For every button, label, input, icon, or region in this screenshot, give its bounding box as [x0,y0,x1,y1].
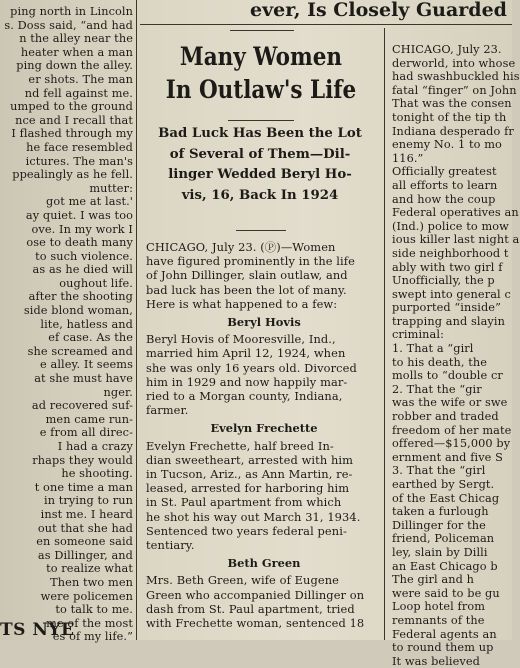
left-column-line: en someone said [36,535,133,549]
story-line: he shot his way out March 31, 1934. [146,509,361,524]
right-column-line: ious killer last night a [392,233,520,247]
subhead-evelyn-frechette: Evelyn Frechette [210,421,318,436]
right-column-line: offered—$15,000 by [392,437,511,451]
right-column [392,43,520,668]
left-column-line: s. Doss said, “and had [4,18,133,32]
left-column-line: in trying to run [44,494,133,508]
right-column-line: trapping and slayin [392,314,505,328]
left-column-line: side blond woman, [23,304,133,318]
left-column-line: ppealingly as he fell. [12,168,133,182]
right-column-line: earthed by Sergt. [392,478,495,491]
left-column-line: ef case. As the [48,331,133,345]
right-column-line: 116.” [392,151,424,165]
right-column-line: had swashbuckled his [392,70,520,84]
left-column-line: mutter: [89,181,133,195]
right-column-line: It was believed [392,654,481,668]
headline-line-2: In Outlaw's Life [165,75,357,104]
story-line: Mrs. Beth Green, wife of Eugene [146,573,339,588]
story-line: tentiary. [146,538,195,553]
right-column-line: Loop hotel from [392,600,486,614]
subhead-beryl-hovis: Beryl Hovis [227,315,301,330]
story-lead-line: bad luck has been the lot of many. [146,282,347,297]
headline-line-1: Many Women [179,42,343,71]
right-column-line: all efforts to learn [392,178,498,192]
right-column-line: swept into general c [392,287,511,301]
left-column-line: to such violence. [35,249,133,263]
right-column-line: Federal operatives an [392,206,519,220]
deck [140,124,380,206]
story-lead-line: of John Dillinger, slain outlaw, and [146,268,348,283]
left-column-line: as as he died will [32,263,133,277]
left-column-line: I had a crazy [57,440,133,453]
story-line: Evelyn Frechette, half breed In- [146,438,334,453]
story-line: leased, arrested for harboring him [146,481,350,496]
deck-rule [236,230,286,231]
headline-rule-bottom [228,120,294,121]
right-column-line: and how the coup [392,192,496,206]
left-column-line: were policemen [40,589,133,603]
left-column-line: umped to the ground [10,100,133,114]
left-column-line: ping north in Lincoln [10,5,133,18]
right-column-line: Dillinger for the [392,518,486,532]
right-column-line: Officially greatest [392,165,497,179]
left-column-line: he shooting. [61,467,133,481]
story-line: in St. Paul apartment from which [146,495,342,510]
left-column-line: me of the most [46,616,133,630]
story-line: dian sweetheart, arrested with him [146,452,354,467]
deck-line-3: linger Wedded Beryl Ho- [168,167,352,182]
left-column-line: he face resembled [26,140,133,154]
right-column-line: side neighborhood t [392,246,509,260]
column-rule-left [136,0,137,640]
left-column-line: ictures. The man's [25,154,133,168]
right-column-line: fatal “finger” on John [392,83,517,97]
main-headline [166,40,357,106]
story-line: she was only 16 years old. Divorced [146,360,357,375]
left-column-line: out that she had [37,521,133,535]
right-column-line: Indiana desperado fr [392,124,514,138]
right-column-line: tonight of the tip th [392,110,507,124]
story-line: Beryl Hovis of Mooresville, Ind., [146,332,336,347]
right-column-line: remnants of the [392,613,485,627]
story-lead-line: Here is what happened to a few: [146,296,338,311]
left-column-line: lite, hatless and [40,317,133,331]
subhead-beth-green: Beth Green [227,556,301,571]
right-column-line: ernment and five S [392,450,503,464]
left-column-line: after the shooting [28,290,133,304]
right-column-line: molls to “double cr [392,369,503,383]
left-column-line: nger. [103,385,133,399]
right-column-line: 1. That a “girl [392,342,474,356]
story-body [146,240,382,630]
headline-rule-top [230,30,294,31]
right-column-line: derworld, into whose [392,56,516,70]
right-column-line: 3. That the “girl [392,464,486,478]
left-column-line: e from all direc- [39,426,133,440]
left-column-line: nce and I recall that [15,113,133,127]
top-rule [140,24,512,25]
right-column-line: were said to be gu [392,586,500,600]
story-line: with Frechette woman, sentenced 18 [146,616,365,631]
left-column-line: t one time a man [34,480,133,494]
left-column-line: to realize what [46,562,133,576]
story-line: in Tucson, Ariz., as Ann Martin, re- [146,467,353,482]
left-column-line: at she must have [34,372,133,386]
left-column-line: n the alley near the [19,32,133,46]
right-column-line: an East Chicago b [392,559,498,573]
right-column-line: robber and traded [392,410,499,424]
column-rule-right [384,28,385,640]
left-column-line: as Dillinger, and [37,548,133,562]
right-column-line: CHICAGO, July 23. [392,43,502,56]
story-line: him in 1929 and now happily mar- [146,374,348,389]
left-column-line: oughout life. [59,276,133,290]
left-footer: TS NYE [0,620,75,640]
right-column-line: 2. That the “gir [392,382,482,396]
left-column-line: heater when a man [20,45,133,59]
left-column-line: rhaps they would [32,453,133,467]
left-column-line: Then two men [50,575,133,589]
right-column-line: Unofficially, the p [392,274,495,288]
left-column-line: she screamed and [27,344,133,358]
deck-line-1: Bad Luck Has Been the Lot [158,126,362,141]
left-column-line: ping down the alley. [16,59,133,73]
left-column-line: to talk to me. [55,603,133,617]
right-column-line: ably with two girl f [392,260,503,274]
story-line: dash from St. Paul apartment, tried [146,601,355,616]
right-column-line: was the wife or swe [392,396,508,410]
right-column-line: friend, Policeman [392,532,495,546]
right-column-line: enemy No. 1 to mo [392,138,502,152]
story-line: farmer. [146,403,189,418]
right-column-line: freedom of her mate [392,423,512,437]
left-column-line: I flashed through my [11,127,133,141]
left-column-line: nd fell against me. [24,86,133,100]
right-column-line: to his death, the [392,355,488,369]
deck-line-2: of Several of Them—Dil- [169,146,351,162]
left-column-line: es of my life.” [52,630,133,644]
right-column-line: Federal agents an [392,627,497,641]
left-column-line: e alley. It seems [40,358,133,372]
right-column-line: to round them up [392,641,494,655]
left-column-line: ose to death many [26,236,133,250]
story-line: Sentenced two years federal peni- [146,523,347,538]
left-column-line: er shots. The man [28,72,133,86]
right-column-line: The girl and h [392,573,475,587]
left-column-line: ove. In my work I [31,222,133,236]
story-line: Green who accompanied Dillinger on [146,587,365,602]
deck-line-4: vis, 16, Back In 1924 [181,187,339,203]
right-column-line: of the East Chicag [392,491,500,505]
left-column-line: men came run- [45,412,133,426]
banner-headline: ever, Is Closely Guarded [250,0,507,21]
left-column-line: ay quiet. I was too [25,208,133,222]
right-column-line: ley, slain by Dilli [392,545,488,559]
right-column-line: purported “inside” [392,301,501,315]
left-column-line: got me at last.' [46,195,133,209]
story-lead-line: CHICAGO, July 23. (Ⓟ)—Women [146,240,336,254]
right-column-line: That was the consen [392,97,512,111]
story-lead-line: have figured prominently in the life [146,254,355,269]
right-column-line: taken a furlough [392,505,489,519]
right-column-line: (Ind.) police to mow [392,219,509,233]
left-column-line: ad recovered suf- [31,399,133,413]
story-line: married him April 12, 1924, when [146,346,346,361]
right-column-line: criminal: [392,328,444,342]
story-line: ried to a Morgan county, Indiana, [146,389,343,404]
left-column-line: inst me. I heard [40,507,133,521]
